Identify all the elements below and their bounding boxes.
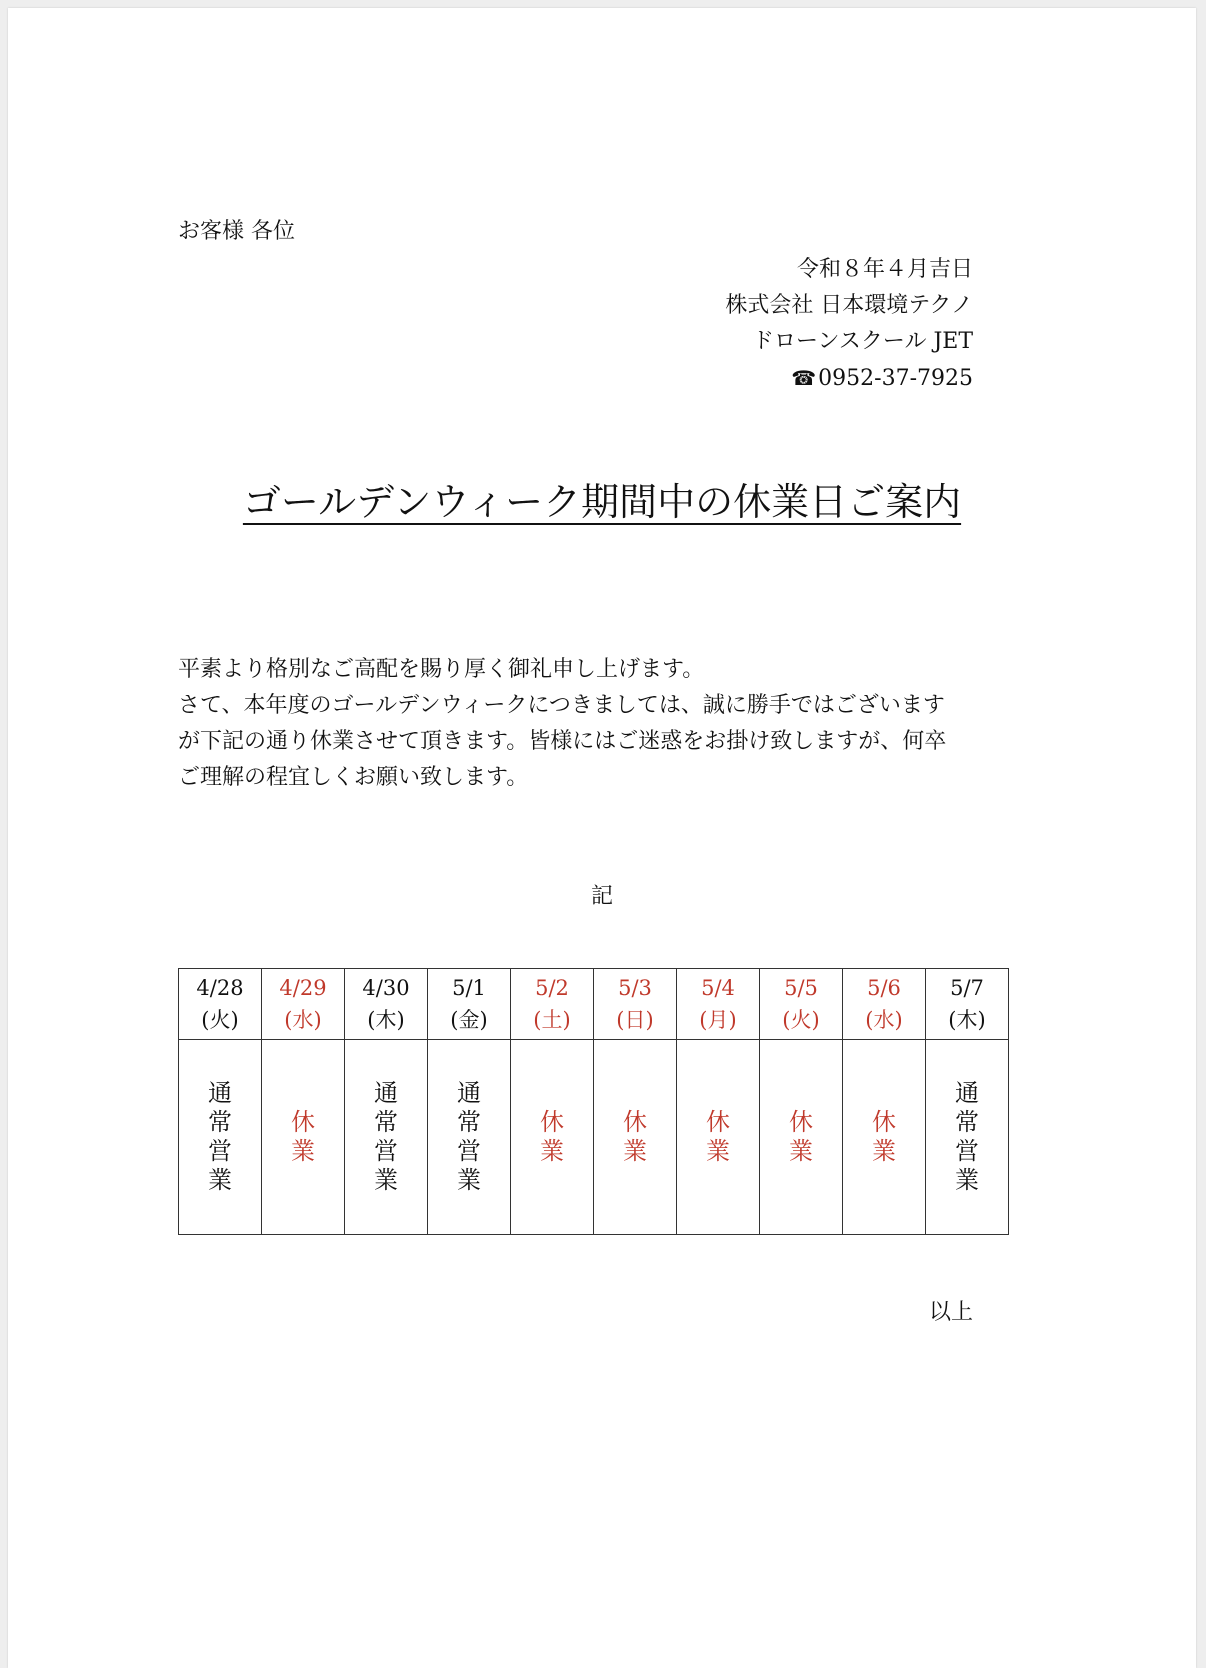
status-label: 休業 <box>789 1108 813 1165</box>
status-cell-open <box>428 1040 511 1235</box>
weekday-label: (日) <box>616 1008 654 1032</box>
weekday-label: (木) <box>948 1008 986 1032</box>
status-label: 休業 <box>623 1108 647 1165</box>
date-label: 5/7 <box>950 976 984 1000</box>
sender-block <box>725 252 973 397</box>
status-cell-open <box>179 1040 262 1235</box>
status-label: 通常営業 <box>955 1079 979 1194</box>
weekday-label: (土) <box>533 1008 571 1032</box>
date-label: 5/3 <box>618 976 652 1000</box>
recipient: お客様 各位 <box>178 219 295 244</box>
document-page <box>8 8 1196 1668</box>
issue-date: 令和８年４月吉日 <box>796 257 973 282</box>
date-label: 4/29 <box>279 976 327 1000</box>
date-label: 4/30 <box>362 976 410 1000</box>
closing-ijou: 以上 <box>928 1300 973 1325</box>
status-label: 休業 <box>291 1108 315 1165</box>
phone-number: 0952-37-7925 <box>818 366 973 391</box>
weekday-label: (月) <box>699 1008 737 1032</box>
weekday-label: (水) <box>865 1008 903 1032</box>
body-paragraph <box>178 652 1028 796</box>
status-label: 休業 <box>706 1108 730 1165</box>
weekday-label: (金) <box>450 1008 488 1032</box>
date-label: 5/6 <box>867 976 901 1000</box>
date-header-row <box>179 969 1009 1040</box>
status-label: 通常営業 <box>208 1079 232 1194</box>
date-cell <box>594 969 677 1040</box>
date-label: 5/1 <box>452 976 486 1000</box>
ki-heading: 記 <box>590 884 613 909</box>
date-cell <box>262 969 345 1040</box>
date-label: 5/5 <box>784 976 818 1000</box>
status-cell-closed <box>677 1040 760 1235</box>
status-row <box>179 1040 1009 1235</box>
date-label: 5/2 <box>535 976 569 1000</box>
date-cell <box>843 969 926 1040</box>
holiday-schedule-table <box>178 968 1009 1235</box>
date-cell <box>677 969 760 1040</box>
date-cell <box>345 969 428 1040</box>
weekday-label: (火) <box>782 1008 820 1032</box>
status-label: 休業 <box>872 1108 896 1165</box>
document-title <box>8 476 1196 528</box>
date-cell <box>760 969 843 1040</box>
phone-line <box>725 360 973 397</box>
weekday-label: (火) <box>201 1008 239 1032</box>
body-line: ご理解の程宜しくお願い致します。 <box>178 765 529 790</box>
date-cell <box>428 969 511 1040</box>
telephone-icon: ☎ <box>791 366 817 390</box>
body-line: が下記の通り休業させて頂きます。皆様にはご迷惑をお掛け致しますが、何卒 <box>178 729 947 754</box>
status-cell-closed <box>511 1040 594 1235</box>
status-label: 通常営業 <box>457 1079 481 1194</box>
status-label: 休業 <box>540 1108 564 1165</box>
status-cell-closed <box>843 1040 926 1235</box>
status-cell-open <box>345 1040 428 1235</box>
date-label: 4/28 <box>196 976 244 1000</box>
body-line: さて、本年度のゴールデンウィークにつきましては、誠に勝手ではございます <box>178 693 945 718</box>
weekday-label: (木) <box>367 1008 405 1032</box>
status-cell-closed <box>262 1040 345 1235</box>
status-cell-open <box>926 1040 1009 1235</box>
status-label: 通常営業 <box>374 1079 398 1194</box>
status-cell-closed <box>760 1040 843 1235</box>
status-cell-closed <box>594 1040 677 1235</box>
date-label: 5/4 <box>701 976 735 1000</box>
document-title-text: ゴールデンウィーク期間中の休業日ご案内 <box>242 480 962 524</box>
weekday-label: (水) <box>284 1008 322 1032</box>
body-line: 平素より格別なご高配を賜り厚く御礼申し上げます。 <box>178 657 705 682</box>
date-cell <box>926 969 1009 1040</box>
date-cell <box>179 969 262 1040</box>
school-name: ドローンスクール JET <box>751 329 973 354</box>
date-cell <box>511 969 594 1040</box>
company-name: 株式会社 日本環境テクノ <box>725 293 973 318</box>
